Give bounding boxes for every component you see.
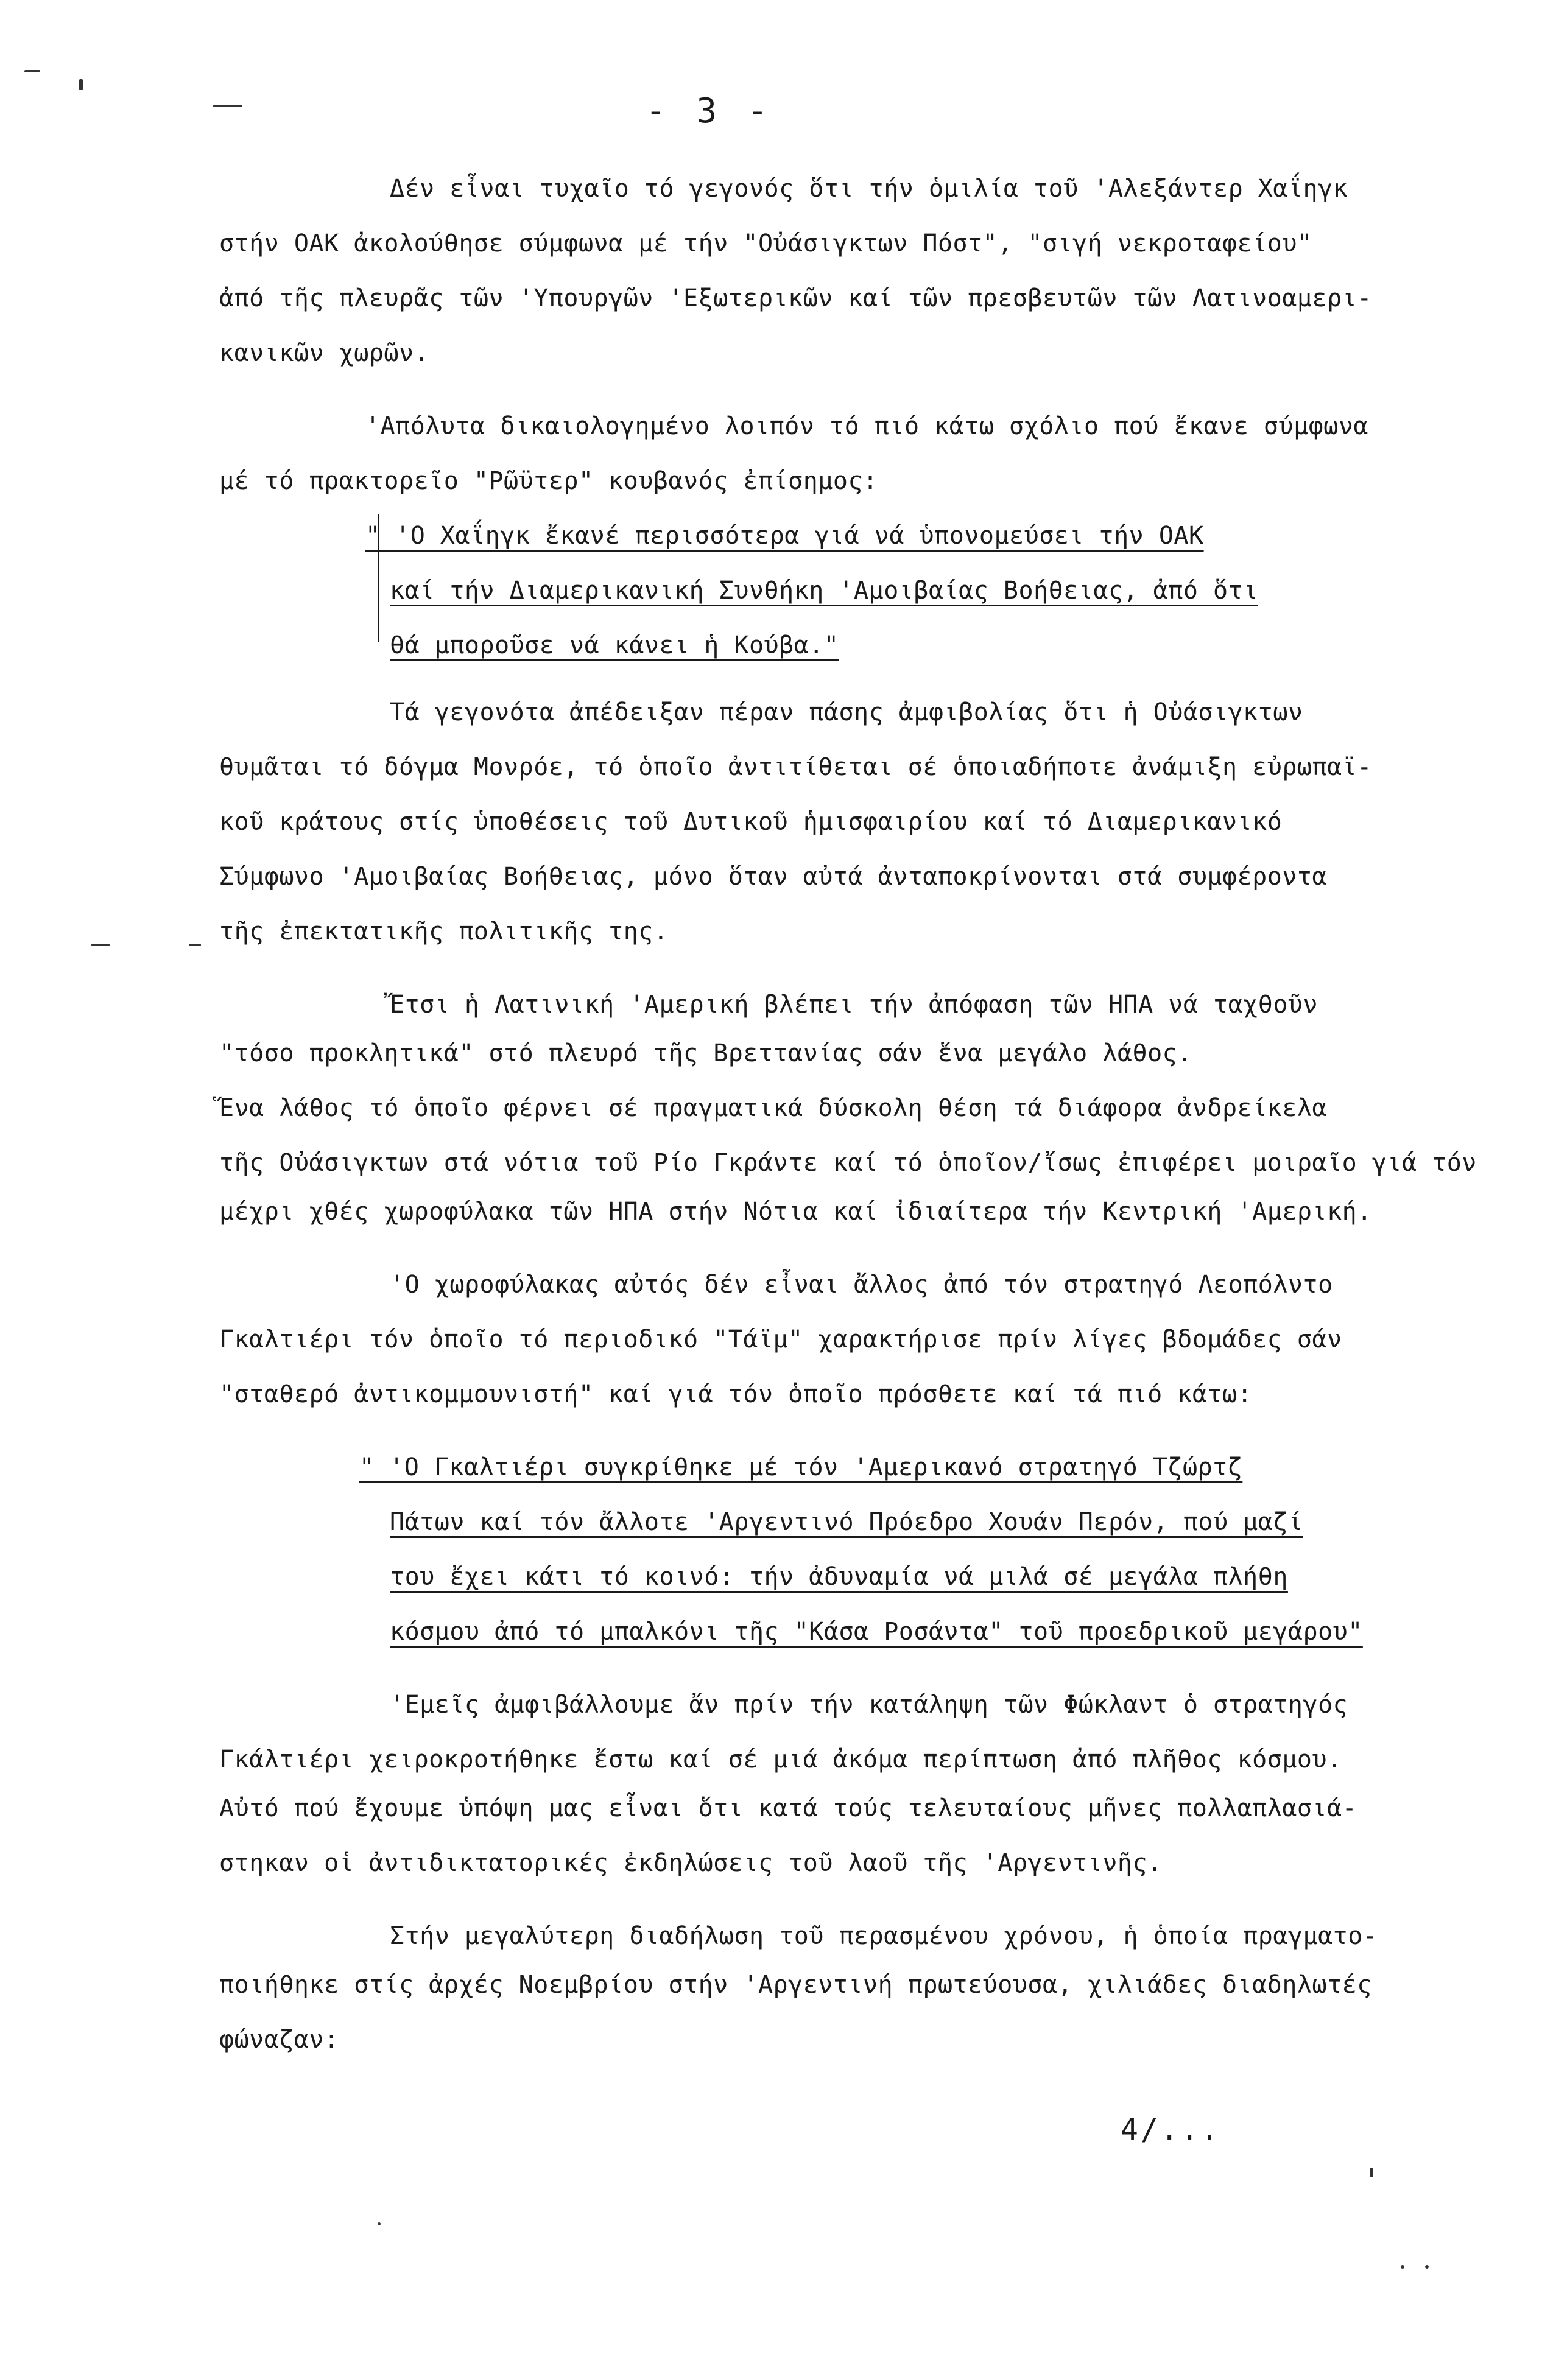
quote-2-line-4: κόσμου ἀπό τό μπαλκόνι τῆς "Κάσα Ροσάντα" τοῦ προεδρικοῦ μεγάρου" [390, 1618, 1363, 1646]
quote-1-line-3: θά μποροῦσε νά κάνει ἡ Κούβα." [390, 631, 839, 659]
paragraph-4-line-3: Ἕνα λάθος τό ὁποῖο φέρνει σέ πραγματικά δύσκολη θέση τά διάφορα ἀνδρείκελα [219, 1094, 1328, 1122]
paragraph-4-line-1: Ἔτσι ἡ Λατινική 'Αμερική βλέπει τήν ἀπόφαση τῶν ΗΠΑ νά ταχθοῦν [390, 991, 1318, 1019]
continuation-marker: 4/... [1121, 2113, 1221, 2147]
paragraph-3-line-4: Σύμφωνο 'Αμοιβαίας Βοήθειας, μόνο ὅταν αὐτά ἀνταποκρίνονται στά συμφέροντα [219, 863, 1328, 891]
paragraph-5-line-3: "σταθερό ἀντικομμουνιστή" καί γιά τόν ὁποῖο πρόσθετε καί τά πιό κάτω: [219, 1380, 1253, 1408]
quote-2-line-2: Πάτων καί τόν ἄλλοτε 'Αργεντινό Πρόεδρο Χουάν Περόν, πού μαζί [390, 1508, 1303, 1536]
paragraph-3-line-5: τῆς ἐπεκτατικῆς πολιτικῆς της. [219, 918, 669, 946]
paragraph-6-line-4: στηκαν οἱ ἀντιδικτατορικές ἐκδηλώσεις τοῦ λαοῦ τῆς 'Αργεντινῆς. [219, 1849, 1163, 1877]
paragraph-1-line-2: στήν ΟΑΚ ἀκολούθησε σύμφωνα μέ τήν "Οὐάσιγκτων Πόστ", "σιγή νεκροταφείου" [219, 230, 1312, 258]
quote-1-line-2: καί τήν Διαμερικανική Συνθήκη 'Αμοιβαίας Βοήθειας, ἀπό ὅτι [390, 577, 1258, 605]
paragraph-4-line-4: τῆς Οὐάσιγκτων στά νότια τοῦ Ρίο Γκράντε καί τό ὁποῖον/ἴσως ἐπιφέρει μοιραῖο γιά τόν [219, 1149, 1477, 1177]
paragraph-7-line-1: Στήν μεγαλύτερη διαδήλωση τοῦ περασμένου χρόνου, ἡ ὁποία πραγματο- [390, 1922, 1378, 1950]
quote-2-line-3: του ἔχει κάτι τό κοινό: τήν ἀδυναμία νά μιλά σέ μεγάλα πλήθη [390, 1563, 1288, 1591]
paragraph-3-line-2: θυμᾶται τό δόγμα Μονρόε, τό ὁποῖο ἀντιτίθεται σέ ὁποιαδήποτε ἀνάμιξη εὐρωπαϊ- [219, 753, 1372, 781]
paragraph-5-line-2: Γκαλτιέρι τόν ὁποῖο τό περιοδικό "Τάϊμ" χαρακτήρισε πρίν λίγες βδομάδες σάν [219, 1325, 1342, 1353]
scan-mark [79, 79, 83, 90]
paragraph-5-line-1: 'Ο χωροφύλακας αὐτός δέν εἶναι ἄλλος ἀπό τόν στρατηγό Λεοπόλντο [390, 1271, 1333, 1299]
scan-mark [24, 70, 40, 72]
paragraph-1-line-4: κανικῶν χωρῶν. [219, 339, 429, 367]
scan-mark [1370, 2168, 1373, 2177]
quote-1-line-1: " 'Ο Χαΐηγκ ἔκανέ περισσότερα γιά νά ὑπονομεύσει τήν ΟΑΚ [365, 522, 1204, 550]
scan-mark [1425, 2265, 1429, 2269]
paragraph-2-line-1: 'Απόλυτα δικαιολογημένο λοιπόν τό πιό κάτω σχόλιο πού ἔκανε σύμφωνα [365, 412, 1368, 440]
paragraph-2-line-2: μέ τό πρακτορεῖο "Ρῶϋτερ" κουβανός ἐπίσημος: [219, 467, 878, 495]
scan-mark [91, 944, 110, 946]
paragraph-3-line-1: Τά γεγονότα ἀπέδειξαν πέραν πάσης ἀμφιβολίας ὅτι ἡ Οὐάσιγκτων [390, 698, 1303, 726]
paragraph-1-line-1: Δέν εἶναι τυχαῖο τό γεγονός ὅτι τήν ὁμιλία τοῦ 'Αλεξάντερ Χαΐηγκ [390, 175, 1348, 203]
paragraph-4-line-2: "τόσο προκλητικά" στό πλευρό τῆς Βρεττανίας σάν ἕνα μεγάλο λάθος. [219, 1039, 1192, 1067]
paragraph-3-line-3: κοῦ κράτους στίς ὑποθέσεις τοῦ Δυτικοῦ ἡμισφαιρίου καί τό Διαμερικανικό [219, 808, 1283, 836]
paragraph-6-line-2: Γκάλτιέρι χειροκροτήθηκε ἔστω καί σέ μιά ἀκόμα περίπτωση ἀπό πλῆθος κόσμου. [219, 1746, 1342, 1774]
paragraph-1-line-3: ἀπό τῆς πλευρᾶς τῶν 'Υπουργῶν 'Εξωτερικῶν καί τῶν πρεσβευτῶν τῶν Λατινοαμερι- [219, 284, 1372, 312]
scan-mark [378, 2222, 381, 2225]
page-number: - 3 - [646, 91, 773, 131]
scan-mark [189, 944, 201, 946]
quote-2-line-1: " 'Ο Γκαλτιέρι συγκρίθηκε μέ τόν 'Αμερικανό στρατηγό Τζώρτζ [359, 1453, 1243, 1481]
scan-mark [213, 105, 242, 107]
paragraph-7-line-3: φώναζαν: [219, 2026, 339, 2054]
paragraph-4-line-5: μέχρι χθές χωροφύλακα τῶν ΗΠΑ στήν Νότια καί ἰδιαίτερα τήν Κεντρική 'Αμερική. [219, 1198, 1372, 1226]
paragraph-6-line-3: Αὐτό πού ἔχουμε ὑπόψη μας εἶναι ὅτι κατά τούς τελευταίους μῆνες πολλαπλασιά- [219, 1794, 1357, 1822]
paragraph-6-line-1: 'Εμεῖς ἀμφιβάλλουμε ἄν πρίν τήν κατάληψη τῶν Φώκλαντ ὁ στρατηγός [390, 1691, 1348, 1719]
scan-mark [1401, 2265, 1404, 2269]
paragraph-7-line-2: ποιήθηκε στίς ἀρχές Νοεμβρίου στήν 'Αργεντινή πρωτεύουσα, χιλιάδες διαδηλωτές [219, 1971, 1372, 1999]
